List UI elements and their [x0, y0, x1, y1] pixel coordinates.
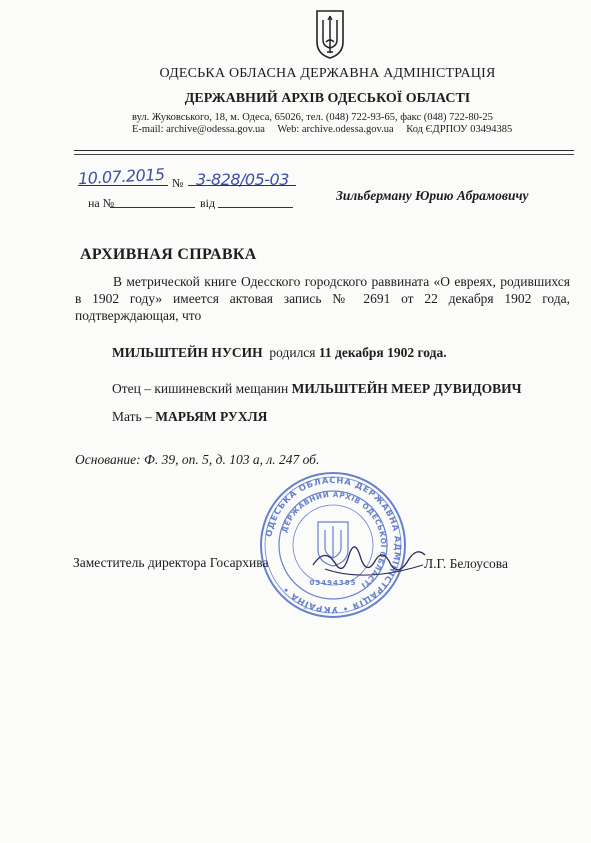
- handwritten-number: 3-828/05-03: [196, 170, 289, 189]
- signatory-name: Л.Г. Белоусова: [424, 556, 508, 571]
- svg-text:ДЕРЖАВНИЙ АРХІВ ОДЕСЬКОЇ ОБЛАС: ДЕРЖАВНИЙ АРХІВ ОДЕСЬКОЇ ОБЛАСТІ: [279, 489, 389, 591]
- header-divider-thin: [74, 154, 574, 155]
- address-line: вул. Жуковського, 18, м. Одеса, 65026, тел. (048) 722-93-65, факс (048) 722-80-25: [132, 112, 493, 123]
- date-underline: [78, 185, 168, 186]
- archive-name: ДЕРЖАВНИЙ АРХІВ ОДЕСЬКОЇ ОБЛАСТІ: [184, 91, 471, 106]
- person-born: родился: [269, 345, 316, 360]
- email-text: E-mail: archive@odessa.gov.ua: [132, 124, 265, 135]
- from-date-label: від: [200, 196, 216, 210]
- recipient-name: Зильберману Юрию Абрамовичу: [336, 188, 529, 203]
- father-name: МИЛЬШТЕЙН МЕЕР ДУВИДОВИЧ: [291, 381, 522, 396]
- incoming-number-underline: [110, 207, 195, 208]
- handwritten-date: 10.07.2015: [77, 164, 166, 189]
- svg-text:ОДЕСЬКА ОБЛАСНА ДЕРЖАВНА АДМІН: ОДЕСЬКА ОБЛАСНА ДЕРЖАВНА АДМІНІСТРАЦІЯ • УКРАЇНА •: [263, 474, 404, 616]
- trident-emblem-icon: [314, 8, 346, 60]
- signatory-position: Заместитель директора Госархива: [73, 555, 269, 570]
- basis-line: Основание: Ф. 39, оп. 5, д. 103 а, л. 247 об.: [75, 452, 320, 467]
- contact-line: [132, 124, 512, 135]
- number-label: №: [172, 176, 184, 190]
- father-prefix: Отец – кишиневский мещанин: [112, 381, 289, 396]
- mother-name: МАРЬЯМ РУХЛЯ: [155, 409, 268, 424]
- person-birth-date: 11 декабря 1902 года.: [318, 345, 447, 360]
- from-date-underline: [218, 207, 293, 208]
- document-title: АРХИВНАЯ СПРАВКА: [80, 246, 257, 263]
- header-divider: [74, 150, 574, 151]
- org-name: ОДЕСЬКА ОБЛАСНА ДЕРЖАВНА АДМІНІСТРАЦІЯ: [159, 66, 496, 81]
- person-name: МИЛЬШТЕЙН НУСИН: [112, 345, 263, 360]
- person-line: [112, 345, 447, 361]
- father-line: [112, 381, 522, 397]
- body-paragraph: [75, 273, 570, 324]
- web-text: Web: archive.odessa.gov.ua: [277, 124, 394, 135]
- number-underline: [188, 185, 296, 186]
- svg-text:03494385: 03494385: [309, 579, 357, 587]
- incoming-number-label: на №: [88, 196, 115, 210]
- edrpou-code: Код ЄДРПОУ 03494385: [406, 124, 513, 135]
- mother-prefix: Мать –: [112, 409, 152, 424]
- body-paragraph-text: В метрической книге Одесского городского раввината «О евреях, родившихся в 1902 году» имеется актовая запись № 2691 от 22 декабря 1902 года, подтверждающая, что: [75, 274, 570, 323]
- handwritten-signature: [305, 525, 430, 595]
- mother-line: [112, 409, 267, 425]
